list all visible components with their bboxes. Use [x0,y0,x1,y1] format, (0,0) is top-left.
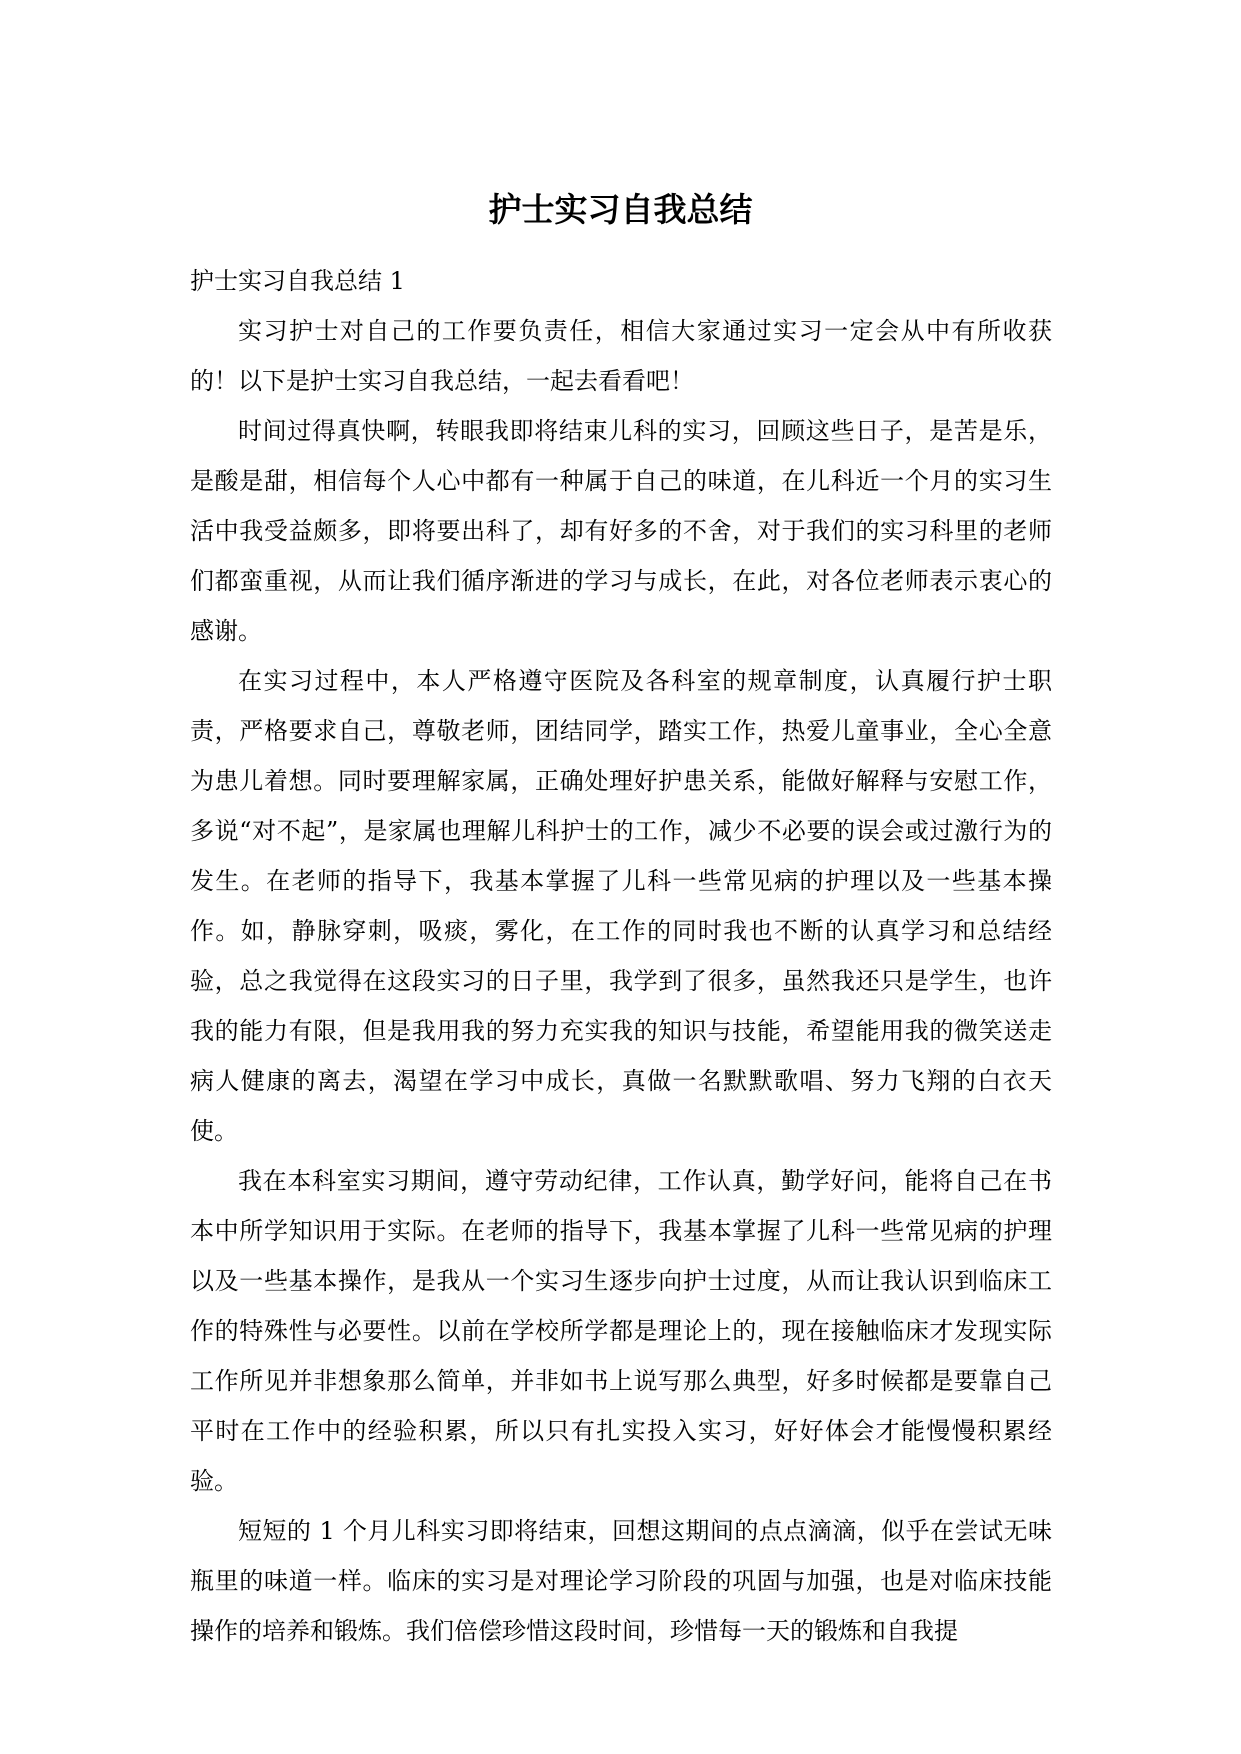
paragraph-intro: 实习护士对自己的工作要负责任，相信大家通过实习一定会从中有所收获的！以下是护士实习自我总结，一起去看看吧！ [190,317,1052,395]
paragraph-process: 在实习过程中，本人严格遵守医院及各科室的规章制度，认真履行护士职责，严格要求自己，尊敬老师，团结同学，踏实工作，热爱儿童事业，全心全意为患儿着想。同时要理解家属，正确处理好护患关系，能做好解释与安慰工作，多说“对不起”，是家属也理解儿科护士的工作，减少不必要的误会或过激行为的发生。在老师的指导下，我基本掌握了儿科一些常见病的护理以及一些基本操作。如，静脉穿刺，吸痰，雾化，在工作的同时我也不断的认真学习和总结经验，总之我觉得在这段实习的日子里，我学到了很多，虽然我还只是学生，也许我的能力有限，但是我用我的努力充实我的知识与技能，希望能用我的微笑送走病人健康的离去，渴望在学习中成长，真做一名默默歌唱、努力飞翔的白衣天使。 [190,667,1052,1145]
document-body [190,256,1052,1656]
paragraph-department: 我在本科室实习期间，遵守劳动纪律，工作认真，勤学好问，能将自己在书本中所学知识用于实际。在老师的指导下，我基本掌握了儿科一些常见病的护理以及一些基本操作，是我从一个实习生逐步向护士过度，从而让我认识到临床工作的特殊性与必要性。以前在学校所学都是理论上的，现在接触临床才发现实际工作所见并非想象那么简单，并非如书上说写那么典型，好多时候都是要靠自己平时在工作中的经验积累，所以只有扎实投入实习，好好体会才能慢慢积累经验。 [190,1167,1052,1495]
paragraph-reflection: 时间过得真快啊，转眼我即将结束儿科的实习，回顾这些日子，是苦是乐，是酸是甜，相信每个人心中都有一种属于自己的味道，在儿科近一个月的实习生活中我受益颇多，即将要出科了，却有好多的不舍，对于我们的实习科里的老师们都蛮重视，从而让我们循序渐进的学习与成长，在此，对各位老师表示衷心的感谢。 [190,417,1052,645]
paragraph-conclusion: 短短的 1 个月儿科实习即将结束，回想这期间的点点滴滴，似乎在尝试无味瓶里的味道一样。临床的实习是对理论学习阶段的巩固与加强，也是对临床技能操作的培养和锻炼。我们倍偿珍惜这段时间，珍惜每一天的锻炼和自我提 [190,1517,1052,1645]
document-title: 护士实习自我总结 [488,190,753,229]
section-heading: 护士实习自我总结 1 [190,267,405,295]
